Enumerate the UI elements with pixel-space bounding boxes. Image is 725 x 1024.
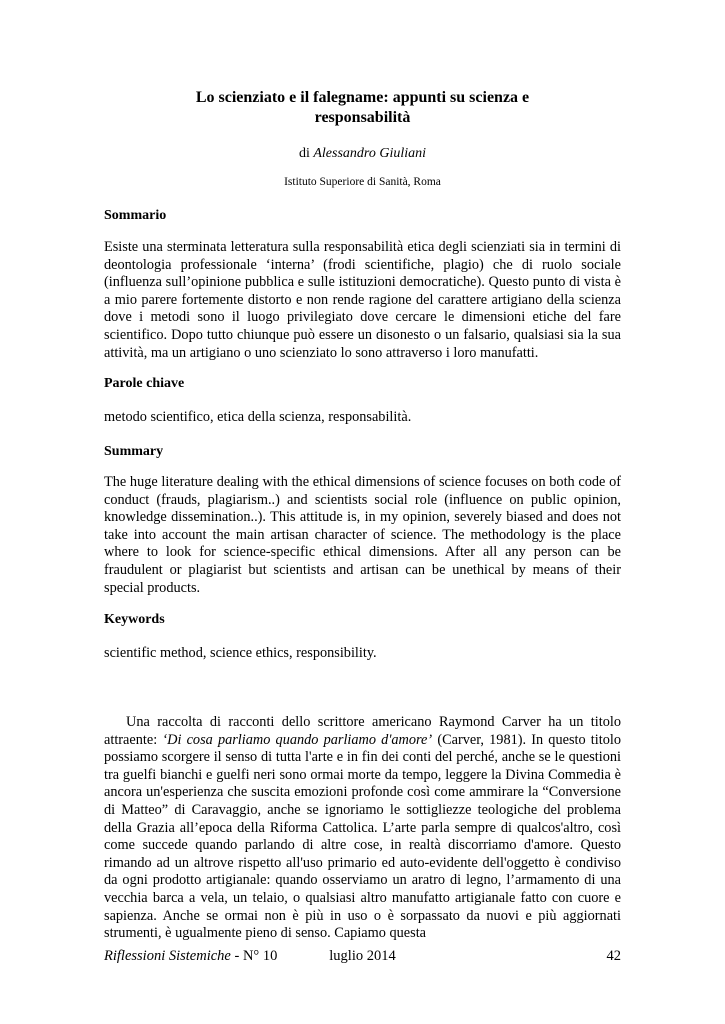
page-footer [104, 946, 621, 966]
author-prefix: di [298, 146, 310, 161]
sommario-heading: Sommario [104, 208, 167, 223]
journal-name: Riflessioni Sistemiche [104, 948, 231, 964]
parole-chiave-heading: Parole chiave [104, 376, 185, 391]
book-title: ‘Di cosa parliamo quando parliamo d'amore’ [162, 731, 433, 748]
body-paragraph [104, 714, 621, 943]
journal-issue: - N° 10 [230, 948, 278, 964]
parole-chiave-text: metodo scientifico, etica della scienza, responsabilità. [104, 409, 412, 425]
footer-date: luglio 2014 [329, 948, 396, 964]
keywords-heading: Keywords [104, 612, 165, 627]
author-line [104, 145, 621, 163]
page-number: 42 [606, 948, 621, 964]
body-text-part-2: (Carver, 1981). In questo titolo possiamo scorgere il senso di tutta l'arte e in fin dei conti del perché, anche se le questioni tra guelfi bianchi e guelfi neri sono ormai morte da tempo, leggere la Divina Commedia è ancora un'esperienza che suscita emozioni profonde così come ammirare la “Conversione di Matteo” di Caravaggio, anche se ignoriamo le sottigliezze teologiche del problema della Grazia all’epoca della Riforma Cattolica. L’arte parla sempre di qualcos'altro, così come succede quando parlando di altre cose, in realtà discorriamo d'amore. Questo rimando ad un altrove rispetto all'uso primario ed auto-evidente dell'oggetto è condiviso da ogni prodotto artigianale: quando osserviamo un aratro di legno, l’armamento di una vecchia barca a vela, un telaio, o qualsiasi altro manufatto artigianale fatto con cuore e sapienza. Anche se ormai non è più in uso o è sorpassato da nuovi e più aggiornati strumenti, è ugualmente pieno di senso. Capiamo questa [104, 731, 621, 942]
paper-title [104, 88, 621, 128]
summary-heading: Summary [104, 444, 164, 459]
title-line-1: Lo scienziato e il falegname: appunti su scienza e [195, 89, 530, 106]
keywords-text: scientific method, science ethics, responsibility. [104, 645, 377, 661]
body-text-part-1: Una raccolta di racconti dello scrittore americano Raymond Carver ha un titolo attraente: [104, 714, 621, 748]
summary-text: The huge literature dealing with the ethical dimensions of science focuses on both code of conduct (frauds, plagiarism..) and scientists social role (influence on public opinion, knowledge dissemination..). This attitude is, in my opinion, severely biased and does not take into account the main artisan character of science. The methodology is the place where to look for science-specific ethical dimensions. After all any person can be fraudulent or plagiarist but scientists and artisan can be unethical by means of their special products. [104, 474, 621, 596]
title-line-2: responsabilità [314, 109, 411, 126]
author-name: Alessandro Giuliani [313, 146, 427, 161]
affiliation: Istituto Superiore di Sanità, Roma [284, 176, 441, 188]
sommario-text: Esiste una sterminata letteratura sulla responsabilità etica degli scienziati sia in termini di deontologia professionale ‘interna’ (frodi scientifiche, plagio) che di ruolo sociale (influenza sull’opinione pubblica e sulle istituzioni democratiche). Questo punto di vista è a mio parere fortemente distorto e non rende ragione del carattere artigiano della scienza dove i metodi sono il luogo privilegiato dove cercare le dimensioni etiche del fare scientifico. Dopo tutto chiunque può essere un disonesto o un falsario, qualsiasi sia la sua attività, ma un artigiano o uno scienziato lo sono attraverso i loro manufatti. [104, 239, 621, 361]
